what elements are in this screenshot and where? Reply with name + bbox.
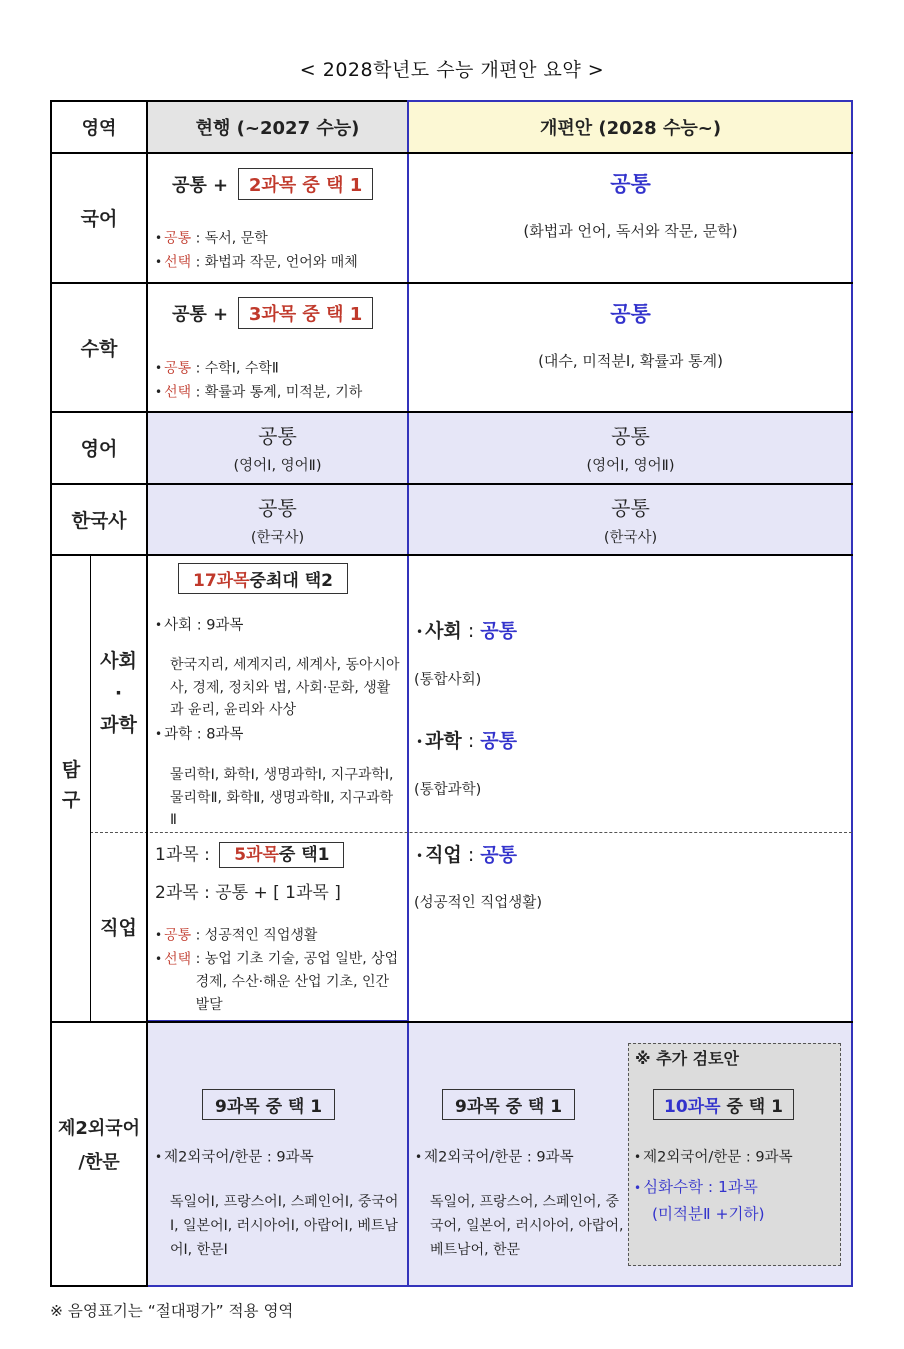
socsci-social-head: • 사회 : 9과목 bbox=[155, 617, 244, 634]
korean-prefix: 공통 + bbox=[172, 175, 229, 196]
new-science-sub: (통합과학) bbox=[414, 782, 482, 798]
socsci-label bbox=[91, 645, 146, 741]
socsci-box-rest: 중최대 택2 bbox=[249, 571, 333, 591]
math-choice-box: 3과목 중 택 1 bbox=[238, 297, 373, 329]
hline bbox=[50, 554, 853, 556]
new-social-key: 사회 bbox=[425, 620, 462, 642]
math-current-details: • 공통 : 수학Ⅰ, 수학Ⅱ • 선택 : 확률과 통계, 미적분, 기하 bbox=[155, 360, 363, 400]
korean-elect-val: : 화법과 작문, 언어와 매체 bbox=[195, 254, 358, 270]
new-vocational-val: 공통 bbox=[480, 844, 517, 866]
foreign-new-head-text: 제2외국어/한문 : 9과목 bbox=[424, 1149, 574, 1166]
socsci-science-list: 물리학Ⅰ, 화학Ⅰ, 생명과학Ⅰ, 지구과학Ⅰ, 물리학Ⅱ, 화학Ⅱ, 생명과학Ⅱ, 지구과학Ⅱ bbox=[170, 767, 394, 828]
new-social-sub: (통합사회) bbox=[414, 672, 482, 688]
foreign-label-1: 제2외국어 bbox=[57, 1118, 141, 1139]
vline bbox=[146, 100, 148, 1287]
foreign-current-head: • 제2외국어/한문 : 9과목 bbox=[155, 1149, 314, 1166]
vocational-line2: 2과목 : 공통 + [ 1과목 ] bbox=[155, 883, 341, 903]
hline bbox=[50, 411, 853, 413]
english-current-sub: (영어Ⅰ, 영어Ⅱ) bbox=[233, 458, 322, 474]
history-label: 한국사 bbox=[71, 509, 127, 532]
math-common-key: 공통 bbox=[164, 360, 192, 377]
extra-choice-box bbox=[653, 1089, 794, 1120]
foreign-current-head-text: 제2외국어/한문 : 9과목 bbox=[164, 1149, 314, 1166]
english-new-main: 공통 bbox=[611, 424, 650, 448]
vocational-details: • 공통 : 성공적인 직업생활 • 선택 : 농업 기초 기술, 공업 일반, 상업 경제, 수산·해운 산업 기초, 인간 발달 bbox=[155, 924, 403, 1017]
english-label: 영어 bbox=[80, 438, 118, 460]
english-new-sub: (영어Ⅰ, 영어Ⅱ) bbox=[586, 458, 675, 474]
vocational-elect-key: 선택 bbox=[164, 951, 192, 967]
vocational-line1-prefix: 1과목 : bbox=[155, 845, 210, 865]
korean-new-main: 공통 bbox=[610, 172, 651, 196]
math-prefix: 공통 + bbox=[172, 304, 229, 325]
new-vocational-sub: (성공적인 직업생활) bbox=[414, 895, 542, 911]
extra-head: • 제2외국어/한문 : 9과목 bbox=[634, 1149, 793, 1166]
history-new-sub: (한국사) bbox=[603, 530, 658, 546]
new-science-key: 과학 bbox=[425, 730, 462, 752]
vocational-common-val: : 성공적인 직업생활 bbox=[195, 927, 318, 944]
korean-choice-box: 2과목 중 택 1 bbox=[238, 168, 373, 200]
vocational-choice-box bbox=[219, 842, 344, 868]
hline bbox=[50, 282, 853, 284]
vocational-box-rest: 중 택1 bbox=[278, 845, 330, 865]
socsci-label-3: 과학 bbox=[100, 714, 137, 736]
extra-box-rest: 중 택 1 bbox=[726, 1097, 783, 1117]
extra-math-text: 심화수학 : 1과목 bbox=[643, 1178, 758, 1196]
extra-head-text: 제2외국어/한문 : 9과목 bbox=[643, 1149, 793, 1166]
vline bbox=[90, 554, 91, 1021]
social-head-text: 사회 : 9과목 bbox=[164, 617, 244, 634]
new-social-val: 공통 bbox=[480, 620, 517, 642]
korean-current-details: • 공통 : 독서, 문학 • 선택 : 화법과 작문, 언어와 매체 bbox=[155, 230, 358, 270]
vocational-common-key: 공통 bbox=[164, 927, 192, 944]
math-elect-val: : 확률과 통계, 미적분, 기하 bbox=[195, 384, 363, 400]
science-head-text: 과학 : 8과목 bbox=[164, 726, 244, 743]
dashed-divider bbox=[90, 832, 852, 833]
foreign-label-2: /한문 bbox=[78, 1152, 120, 1173]
history-current-sub: (한국사) bbox=[250, 530, 305, 546]
foreign-label bbox=[52, 1112, 146, 1180]
vocational-elect-val: : 농업 기초 기술, 공업 일반, 상업 경제, 수산·해운 산업 기초, 인간 발달 bbox=[195, 950, 399, 1013]
foreign-new-box: 9과목 중 택 1 bbox=[442, 1089, 575, 1120]
foreign-new-head: • 제2외국어/한문 : 9과목 bbox=[415, 1149, 574, 1166]
new-science-line: • 과학 : 공통 bbox=[416, 730, 517, 752]
new-vocational-line: • 직업 : 공통 bbox=[416, 844, 517, 866]
korean-common-val: : 독서, 문학 bbox=[195, 230, 268, 247]
vocational-box-red: 5과목 bbox=[234, 845, 279, 865]
vocational-label: 직업 bbox=[100, 917, 137, 939]
korean-current-heading bbox=[172, 168, 373, 200]
math-new-main: 공통 bbox=[610, 302, 651, 326]
math-current-heading bbox=[172, 297, 373, 329]
extra-title: ※ 추가 검토안 bbox=[635, 1049, 739, 1068]
new-social-line: • 사회 : 공통 bbox=[416, 620, 517, 642]
new-science-val: 공통 bbox=[480, 730, 517, 752]
extra-math: • 심화수학 : 1과목 (미적분Ⅱ +기하) bbox=[634, 1174, 839, 1227]
hline bbox=[50, 483, 853, 485]
extra-box-blue: 10과목 bbox=[664, 1097, 721, 1117]
korean-new-sub: (화법과 언어, 독서와 작문, 문학) bbox=[523, 222, 738, 240]
hline bbox=[50, 152, 853, 154]
math-new-sub: (대수, 미적분Ⅰ, 확률과 통계) bbox=[538, 352, 723, 370]
foreign-new-list: 독일어, 프랑스어, 스페인어, 중국어, 일본어, 러시아어, 아랍어, 베트남어, 한문 bbox=[430, 1194, 624, 1258]
socsci-science-head: • 과학 : 8과목 bbox=[155, 726, 244, 743]
socsci-social-list: 한국지리, 세계지리, 세계사, 동아시아사, 경제, 정치와 법, 사회·문화, 생활과 윤리, 윤리와 사상 bbox=[170, 657, 400, 718]
korean-common-key: 공통 bbox=[164, 230, 192, 247]
header-new: 개편안 (2028 수능~) bbox=[539, 118, 722, 139]
korean-label: 국어 bbox=[80, 208, 118, 230]
socsci-label-1: 사회 bbox=[100, 650, 137, 672]
hline bbox=[50, 1021, 853, 1023]
math-label: 수학 bbox=[80, 337, 118, 360]
header-area: 영역 bbox=[81, 118, 117, 139]
history-current-main: 공통 bbox=[258, 496, 297, 520]
socsci-choice-box bbox=[178, 563, 348, 594]
history-new-main: 공통 bbox=[611, 496, 650, 520]
math-elect-key: 선택 bbox=[164, 384, 192, 400]
new-vocational-key: 직업 bbox=[425, 844, 462, 866]
header-current: 현행 (~2027 수능) bbox=[195, 118, 360, 139]
inquiry-label-2: 구 bbox=[61, 789, 81, 811]
inquiry-label-1: 탐 bbox=[61, 759, 81, 781]
english-current-main: 공통 bbox=[258, 424, 297, 448]
extra-math-sub: (미적분Ⅱ +기하) bbox=[652, 1204, 765, 1223]
vocational-line1 bbox=[155, 840, 344, 865]
foreign-current-list: 독일어Ⅰ, 프랑스어Ⅰ, 스페인어Ⅰ, 중국어Ⅰ, 일본어Ⅰ, 러시아어Ⅰ, 아랍어Ⅰ, 베트남어Ⅰ, 한문Ⅰ bbox=[170, 1194, 399, 1258]
socsci-box-red: 17과목 bbox=[193, 571, 250, 591]
footnote: ※ 음영표기는 “절대평가” 적용 영역 bbox=[50, 1302, 294, 1320]
page-title: < 2028학년도 수능 개편안 요약 > bbox=[299, 59, 605, 81]
korean-elect-key: 선택 bbox=[164, 254, 192, 270]
foreign-current-box: 9과목 중 택 1 bbox=[202, 1089, 335, 1120]
inquiry-label bbox=[52, 755, 90, 815]
socsci-label-2: · bbox=[114, 682, 123, 704]
math-common-val: : 수학Ⅰ, 수학Ⅱ bbox=[195, 360, 279, 377]
